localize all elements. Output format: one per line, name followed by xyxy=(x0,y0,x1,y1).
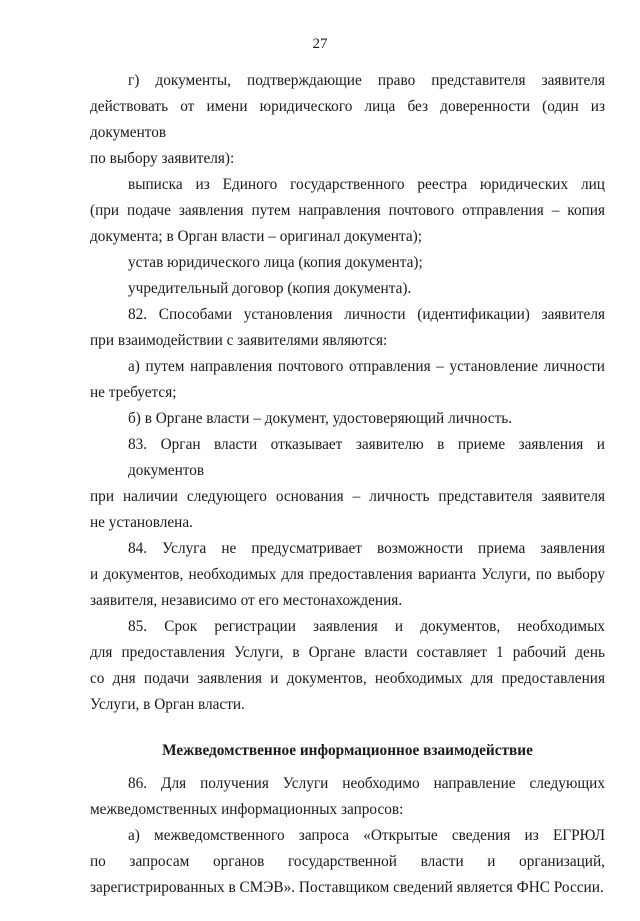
text-line: заявителя, независимо от его местонахождения. xyxy=(90,592,403,609)
text-line: и документов, необходимых для предоставления варианта Услуги, по выбору xyxy=(90,566,605,583)
text-line: не установлена. xyxy=(90,514,193,531)
text-line: не требуется; xyxy=(90,384,177,401)
text-line: со дня подачи заявления и документов, необходимых для предоставления xyxy=(90,670,605,687)
document-body xyxy=(90,68,605,901)
text-line: 83. Орган власти отказывает заявителю в приеме заявления и документов xyxy=(128,436,605,479)
text-line: при взаимодействии с заявителями являются: xyxy=(90,332,388,349)
text-line: 82. Способами установления личности (идентификации) заявителя xyxy=(128,306,605,323)
text-line: б) в Органе власти – документ, удостоверяющий личность. xyxy=(128,410,513,427)
page-number: 27 xyxy=(312,36,328,52)
text-line: по выбору заявителя): xyxy=(90,150,235,167)
text-line: при наличии следующего основания – личность представителя заявителя xyxy=(90,488,605,505)
text-line: г) документы, подтверждающие право представителя заявителя xyxy=(128,72,605,89)
text-line: зарегистрированных в СМЭВ». Поставщиком сведений является ФНС России. xyxy=(90,879,604,896)
section-heading: Межведомственное информационное взаимодействие xyxy=(162,742,533,759)
text-line: а) путем направления почтового отправления – установление личности xyxy=(128,358,605,375)
text-line: (при подаче заявления путем направления почтового отправления – копия xyxy=(90,202,605,219)
text-line: 84. Услуга не предусматривает возможности приема заявления xyxy=(128,540,605,557)
text-line: 85. Срок регистрации заявления и документов, необходимых xyxy=(128,618,605,635)
text-line: устав юридического лица (копия документа); xyxy=(128,254,423,271)
text-line: учредительный договор (копия документа). xyxy=(128,280,412,297)
text-line: межведомственных информационных запросов: xyxy=(90,801,404,818)
text-line: 86. Для получения Услуги необходимо направление следующих xyxy=(128,775,605,792)
text-line: по запросам органов государственной власти и организаций, xyxy=(90,853,605,870)
text-line: а) межведомственного запроса «Открытые сведения из ЕГРЮЛ xyxy=(128,827,605,844)
text-line: выписка из Единого государственного реестра юридических лиц xyxy=(128,176,605,193)
text-line: Услуги, в Орган власти. xyxy=(90,696,245,713)
text-line: для предоставления Услуги, в Органе власти составляет 1 рабочий день xyxy=(90,644,605,661)
text-line: действовать от имени юридического лица без доверенности (один из документов xyxy=(90,98,605,141)
text-line: документа; в Орган власти – оригинал документа); xyxy=(90,228,422,245)
